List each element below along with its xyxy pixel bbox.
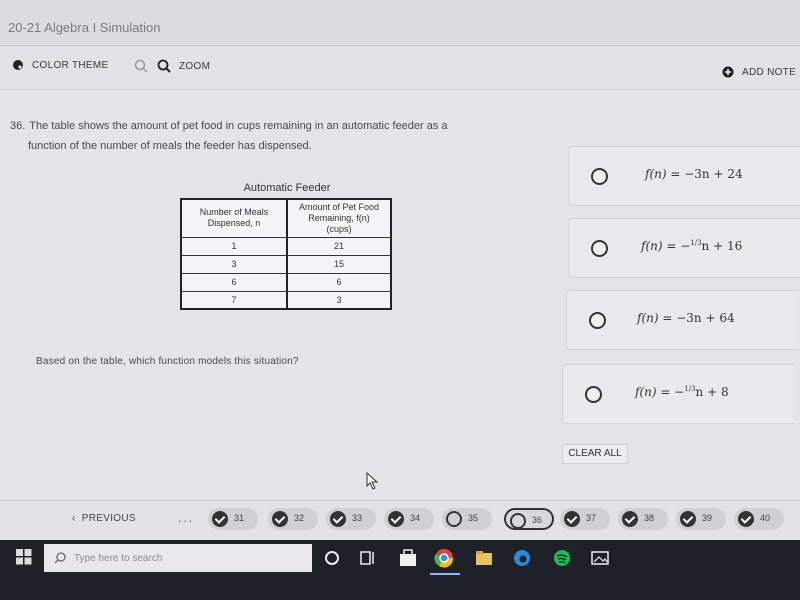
- check-circle-icon: [680, 511, 696, 527]
- zoom-button[interactable]: [157, 59, 210, 73]
- question-prompt: Based on the table, which function models this situation?: [36, 356, 299, 367]
- table-header-food: Amount of Pet Food Remaining, f(n) (cups): [287, 199, 391, 237]
- question-nav-number: 31: [234, 513, 245, 523]
- question-nav-31[interactable]: [208, 508, 258, 530]
- data-table-container: [180, 182, 392, 310]
- check-circle-icon: [564, 511, 580, 527]
- question-nav-36[interactable]: [504, 508, 554, 530]
- check-circle-icon: [212, 511, 228, 527]
- question-line-2: function of the number of meals the feeder has dispensed.: [28, 140, 312, 152]
- radio-button[interactable]: [591, 168, 608, 185]
- check-circle-icon: [738, 511, 754, 527]
- answer-choice-a[interactable]: [568, 146, 800, 206]
- question-nav-38[interactable]: [618, 508, 668, 530]
- question-navigation: [0, 500, 800, 540]
- question-nav-33[interactable]: [326, 508, 376, 530]
- question-nav-35[interactable]: [442, 508, 492, 530]
- table-row: 6 6: [181, 273, 391, 291]
- question-nav-number: 40: [760, 513, 771, 523]
- formula: f(n) = −$^{1/3}$n + 8: [635, 385, 729, 399]
- question-nav-number: 35: [468, 513, 479, 523]
- photos-icon[interactable]: [590, 548, 610, 568]
- zoom-in-icon: [157, 59, 171, 73]
- question-number: 36.: [10, 120, 26, 132]
- table-header-meals: Number of Meals Dispensed, n: [181, 199, 287, 237]
- windows-start-icon[interactable]: [16, 549, 32, 565]
- check-circle-icon: [330, 511, 346, 527]
- question-line-1: The table shows the amount of pet food in cups remaining in an automatic feeder as a: [29, 120, 448, 132]
- file-explorer-icon[interactable]: [474, 548, 494, 568]
- edge-icon[interactable]: [512, 548, 532, 568]
- radio-button[interactable]: [589, 312, 606, 329]
- question-nav-32[interactable]: [268, 508, 318, 530]
- spotify-icon[interactable]: [552, 548, 572, 568]
- question-nav-number: 38: [644, 513, 655, 523]
- app-title: 20-21 Algebra I Simulation: [8, 20, 161, 35]
- search-placeholder: Type here to search: [74, 552, 163, 564]
- empty-circle-icon: [510, 513, 526, 529]
- toolbar: [0, 46, 800, 90]
- mouse-cursor-icon: [366, 472, 380, 490]
- table-row: 1 21: [181, 237, 391, 255]
- cortana-icon[interactable]: [322, 548, 342, 568]
- radio-button[interactable]: [585, 386, 602, 403]
- clear-all-button[interactable]: CLEAR ALL: [562, 444, 628, 464]
- search-icon: [54, 552, 66, 564]
- zoom-out-icon: [134, 59, 148, 73]
- store-icon[interactable]: [398, 548, 418, 568]
- question-nav-number: 33: [352, 513, 363, 523]
- check-circle-icon: [388, 511, 404, 527]
- question-nav-number: 32: [294, 513, 305, 523]
- radio-button[interactable]: [591, 240, 608, 257]
- question-nav-number: 34: [410, 513, 421, 523]
- task-view-icon[interactable]: [358, 548, 378, 568]
- chevron-left-icon: ‹: [72, 513, 82, 524]
- nav-ellipsis: ...: [178, 511, 195, 525]
- formula: f(n) = −$^{1/3}$n + 16: [641, 239, 743, 253]
- zoom-label: ZOOM: [179, 60, 211, 72]
- table-row: 3 15: [181, 255, 391, 273]
- answer-choice-c[interactable]: [566, 290, 798, 350]
- chrome-icon[interactable]: [434, 548, 454, 568]
- plus-circle-icon: [722, 66, 734, 78]
- active-app-indicator: [430, 573, 460, 575]
- window-title-bar: [0, 0, 800, 46]
- question-nav-number: 37: [586, 513, 597, 523]
- color-theme-button[interactable]: [12, 59, 108, 71]
- add-note-button[interactable]: [722, 66, 796, 78]
- question-text: [10, 116, 530, 156]
- answer-choice-b[interactable]: [568, 218, 800, 278]
- formula: f(n) = −3n + 64: [637, 311, 735, 325]
- os-taskbar: [0, 540, 800, 600]
- table-row: 7 3: [181, 291, 391, 309]
- empty-circle-icon: [446, 511, 462, 527]
- question-nav-40[interactable]: [734, 508, 784, 530]
- data-table: [180, 198, 392, 310]
- taskbar-search-box[interactable]: [44, 544, 312, 572]
- answer-choice-d[interactable]: [562, 364, 794, 424]
- color-theme-label: COLOR THEME: [32, 59, 109, 71]
- check-circle-icon: [272, 511, 288, 527]
- add-note-label: ADD NOTE: [742, 66, 797, 78]
- check-circle-icon: [622, 511, 638, 527]
- question-nav-34[interactable]: [384, 508, 434, 530]
- palette-icon: [12, 59, 24, 71]
- question-nav-number: 39: [702, 513, 713, 523]
- table-caption: Automatic Feeder: [243, 182, 331, 194]
- question-nav-37[interactable]: [560, 508, 610, 530]
- question-nav-number: 36: [532, 515, 543, 525]
- formula: f(n) = −3n + 24: [645, 167, 743, 181]
- question-nav-39[interactable]: [676, 508, 726, 530]
- zoom-out-button[interactable]: [134, 59, 156, 73]
- previous-button[interactable]: ‹ PREVIOUS: [72, 513, 136, 524]
